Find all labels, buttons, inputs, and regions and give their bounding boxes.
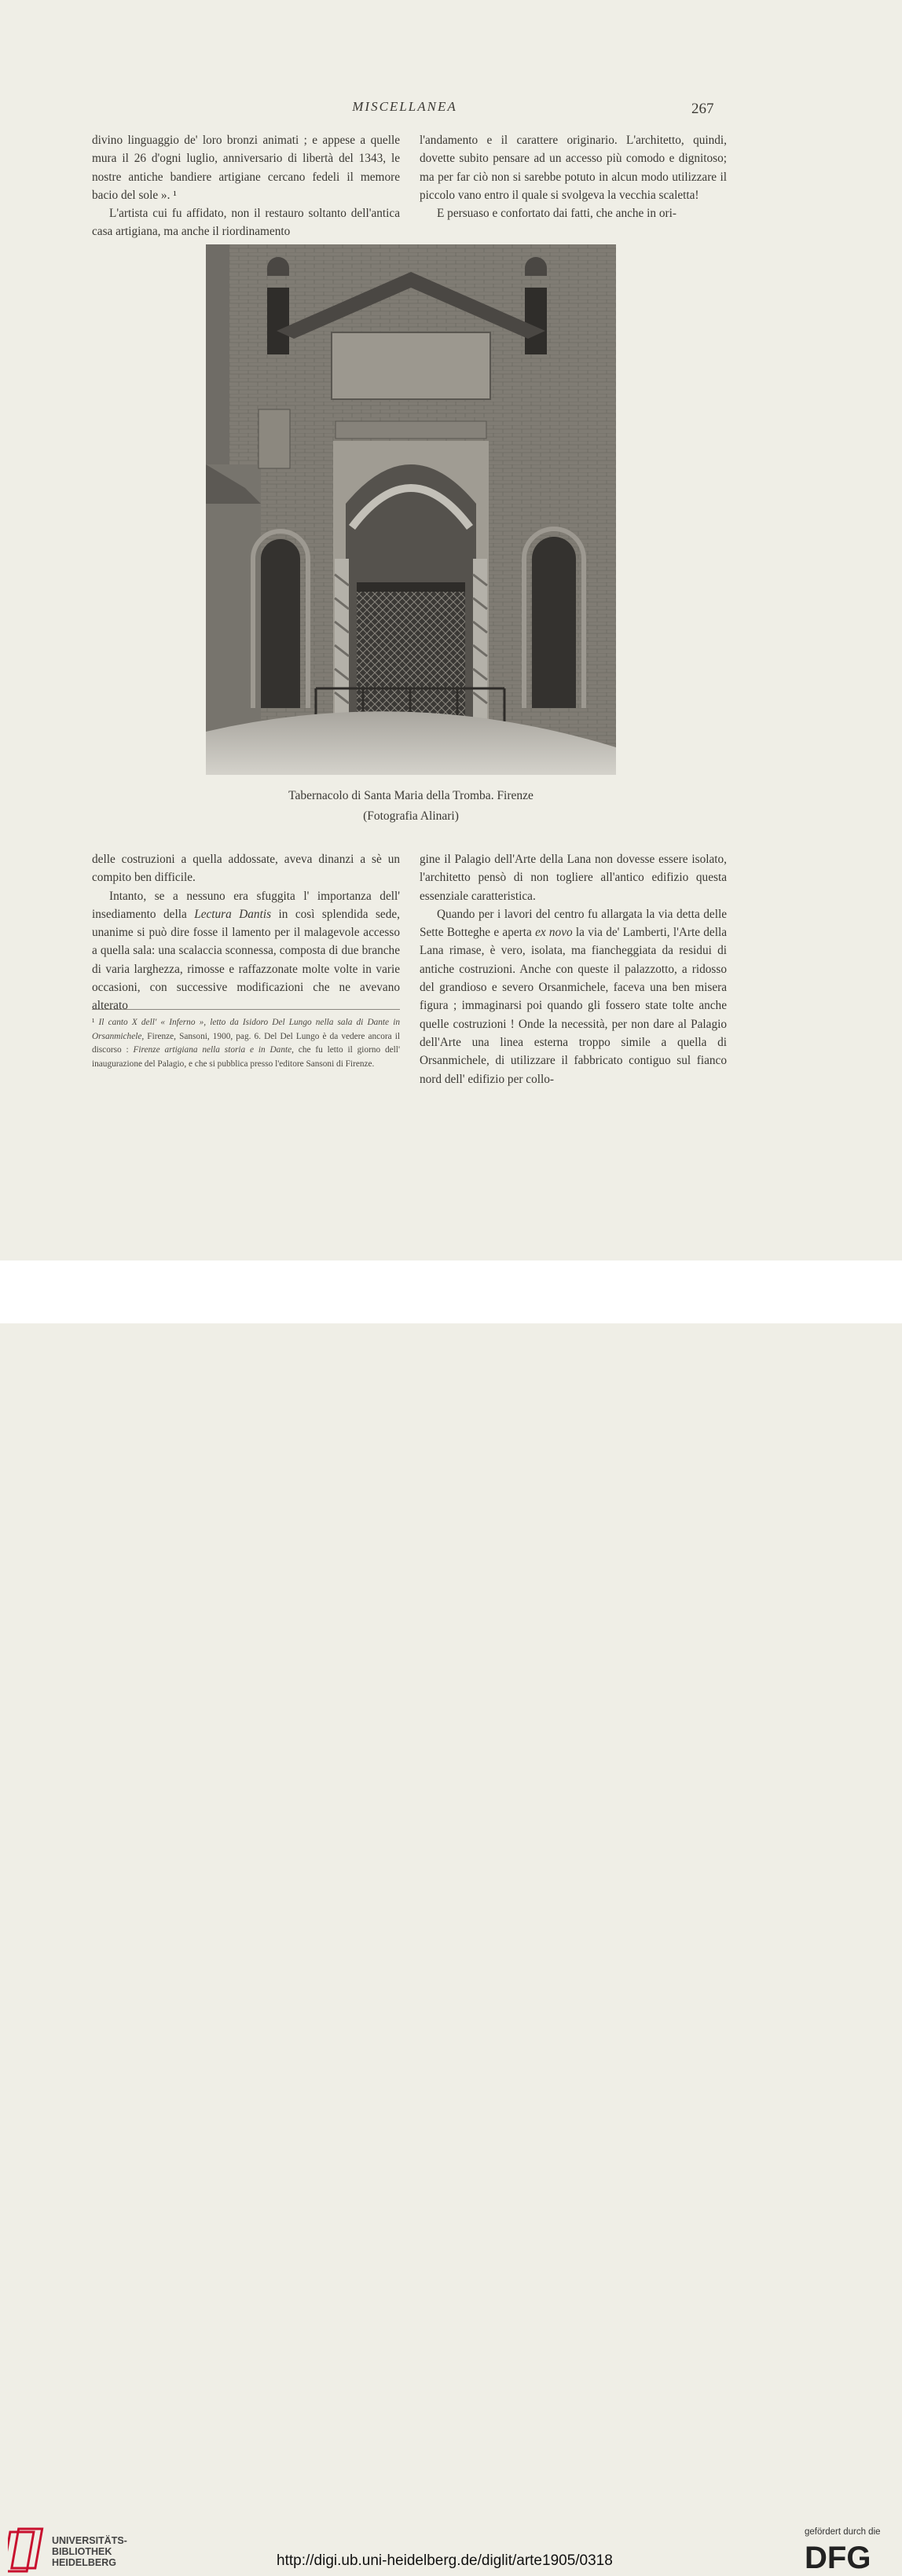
dfg-logo-text: DFG (805, 2541, 871, 2573)
page-number: 267 (691, 101, 714, 117)
paragraph (420, 905, 727, 1088)
dfg-logo (805, 2540, 883, 2573)
footnote-italic: Il canto X dell' « Inferno », letto da Isidoro Del Lungo nella sala di Dante in Orsanmichele, (92, 1018, 400, 1041)
figure-credit: (Fotografia Alinari) (363, 809, 459, 823)
italic-term: ex novo (535, 926, 573, 940)
paragraph: gine il Palagio dell'Arte della Lana non dovesse essere isolato, l'architetto pensò di non togliere all'antico edifizio questa essenziale caratteristica. (420, 853, 727, 903)
paragraph: E persuaso e confortato dai fatti, che anche in ori- (437, 207, 676, 221)
text-column-top-right (420, 131, 727, 222)
text-column-top-left (92, 131, 400, 241)
footnote-divider (92, 1009, 400, 1010)
text-span: Intanto, se a nessuno era sfuggita l' importanza dell' insediamento della (92, 889, 400, 921)
footnote-text: Firenze, Sansoni, 1900, pag. 6. Del Del Lungo è da vedere ancora il discorso : (92, 1031, 400, 1055)
italic-title: Lectura Dantis (194, 907, 272, 921)
university-name: UNIVERSITÄTS- BIBLIOTHEK HEIDELBERG (52, 2535, 127, 2568)
footnote-italic: Firenze artigiana nella storia e in Dante, (133, 1045, 294, 1055)
text-column-bottom-left (92, 850, 400, 1015)
photograph-tabernacle (206, 244, 616, 775)
footnote-text: che fu letto il giorno dell' inaugurazione del Palagio, e che si pubblica presso l'editore Sansoni di Firenze. (92, 1045, 400, 1070)
text-span: la via de' Lamberti, l'Arte della Lana rimase, è vero, isolata, ma fiancheggiata da residui di antiche costruzioni. Anche con queste il palazzotto, a ridosso del grandioso e severo Orsanmichele, faceva una ben misera figura ; immaginarsi poi quando gli fossero state tolte anche quelle costruzioni ! Onde la necessità, per non dare al Palagio dell'Arte una linea esterna troppo simile a quella di Orsanmichele, di utilizzare il fabbricato contiguo sul fianco nord dell' edifizio per collo- (420, 926, 728, 1086)
running-header: MISCELLANEA (352, 99, 457, 114)
paragraph: delle costruzioni a quella addossate, aveva dinanzi a sè un compito ben difficile. (92, 853, 400, 885)
book-page (0, 0, 902, 1260)
library-logo-icon (8, 2527, 46, 2576)
text-span: Quando per i lavori del centro fu allargata la via detta delle Sette Botteghe e aperta (420, 907, 727, 940)
paragraph: L'artista cui fu affidato, non il restauro soltanto dell'antica casa artigiana, ma anche il riordinamento (92, 207, 400, 239)
paragraph: l'andamento e il carattere originario. L'architetto, quindi, dovette subito pensare ad un accesso più comodo e dignitoso; ma per far ciò non si sarebbe potuto in alcun modo utilizzare il piccolo vano entro il quale si svolgeva la vecchia scaletta! (420, 134, 727, 202)
viewer-footer (0, 1260, 902, 2573)
tabernacle-illustration (206, 244, 616, 775)
permalink[interactable]: http://digi.ub.uni-heidelberg.de/diglit/arte1905/0318 (277, 2552, 613, 2569)
figure-caption: Tabernacolo di Santa Maria della Tromba. Firenze (288, 789, 534, 802)
funding-note: gefördert durch die (805, 2527, 881, 2537)
footnote (92, 1016, 400, 1072)
paragraph: divino linguaggio de' loro bronzi animati ; e appese a quelle mura il 26 d'ogni luglio, anniversario di libertà del 1343, le nostre antiche bandiere artigiane cercano fedeli il memore bacio del sole ». ¹ (92, 134, 400, 202)
text-span: in così splendida sede, unanime si può dire fosse il lamento per il malagevole accesso a quella sala: una scalaccia sconnessa, composta di due branche di varia larghezza, rimosse e raffazzonate molte volte in varie occasioni, con successive modificazioni che ne avevano alterato (92, 907, 400, 1013)
footnote-mark: ¹ (92, 1018, 95, 1027)
text-column-bottom-right (420, 850, 727, 1088)
paragraph (92, 887, 400, 1015)
